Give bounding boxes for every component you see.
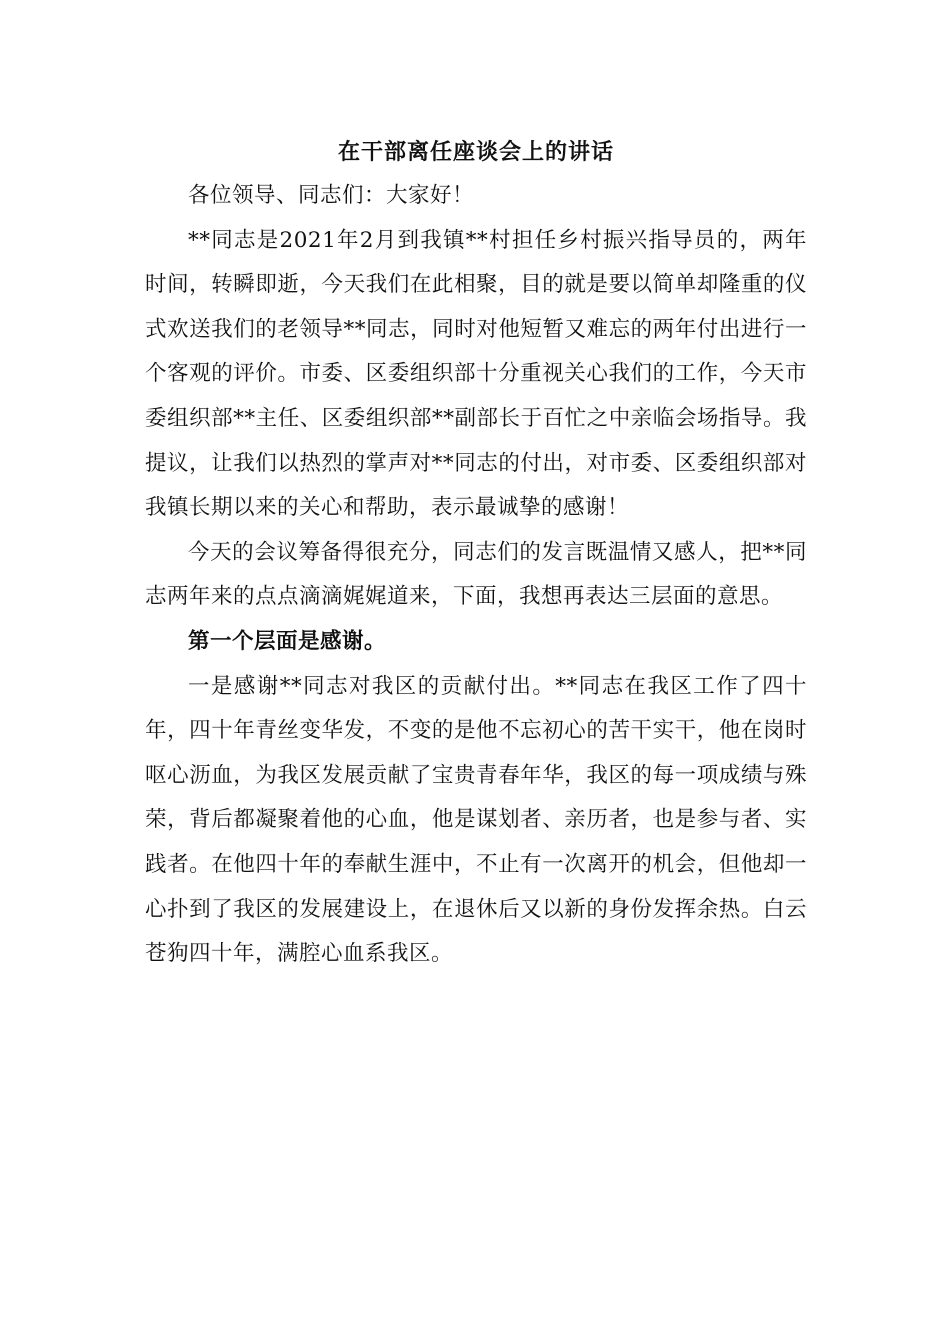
document-page (145, 132, 807, 977)
document-title: 在干部离任座谈会上的讲话 (337, 139, 614, 165)
body-paragraph-meeting: 今天的会议筹备得很充分，同志们的发言既温情又感人，把**同志两年来的点点滴滴娓娓道来，下面，我想再表达三层面的意思。 (145, 539, 807, 610)
greeting-paragraph: 各位领导、同志们：大家好！ (188, 183, 475, 208)
body-paragraph-intro: **同志是2021年2月到我镇**村担任乡村振兴指导员的，两年时间，转瞬即逝，今天我们在此相聚，目的就是要以简单却隆重的仪式欢送我们的老领导**同志，同时对他短暂又难忘的两年付出进行一个客观的评价。市委、区委组织部十分重视关心我们的工作，今天市委组织部**主任、区委组织部**副部长于百忙之中亲临会场指导。我提议，让我们以热烈的掌声对**同志的付出，对市委、区委组织部对我镇长期以来的关心和帮助，表示最诚挚的感谢！ (145, 227, 807, 521)
section-heading-thanks: 第一个层面是感谢。 (188, 628, 387, 654)
body-paragraph-contribution: 一是感谢**同志对我区的贡献付出。**同志在我区工作了四十年，四十年青丝变华发，不变的是他不忘初心的苦干实干，他在岗时呕心沥血，为我区发展贡献了宝贵青春年华，我区的每一项成绩与殊荣，背后都凝聚着他的心血，他是谋划者、亲历者，也是参与者、实践者。在他四十年的奉献生涯中，不止有一次离开的机会，但他却一心扑到了我区的发展建设上，在退休后又以新的身份发挥余热。白云苍狗四十年，满腔心血系我区。 (145, 673, 807, 967)
